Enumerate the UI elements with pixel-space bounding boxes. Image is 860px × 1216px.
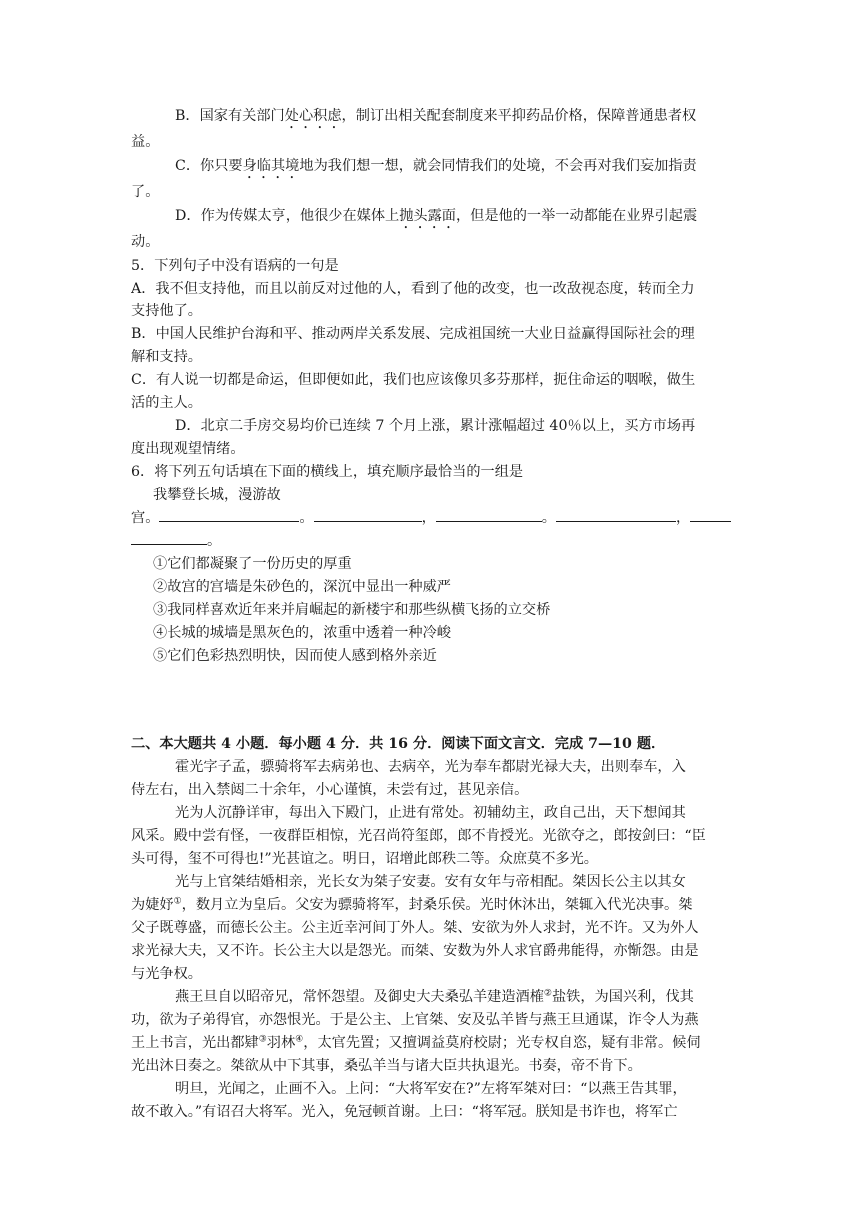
passage-p4-line4: 光出沐日奏之。桀欲从中下其事，桑弘羊当与诸大臣共执退光。书奏，帝不肯下。	[131, 1058, 642, 1074]
q5-option-d-line2: 度出现观望情绪。	[131, 441, 245, 457]
passage-p2-line2: 风采。殿中尝有怪，一夜群臣相惊，光召尚符玺郎，郎不肯授光。光欲夺之，郎按剑曰：“臣	[131, 828, 706, 844]
q4-option-b-line1: B．国家有关部门处心积虑，制订出相关配套制度来平抑药品价格，保障普通患者权	[175, 108, 697, 124]
q5-option-c-line1: C．有人说一切都是命运，但即便如此，我们也应该像贝多芬那样，扼住命运的咽喉，做生	[131, 372, 696, 388]
passage-p4-line3: 王上书言，光出都肄③羽林④，太官先置；又擅调益莫府校尉；光专权自恣，疑有非常。候伺	[131, 1034, 701, 1051]
q6-sentence-2: ②故宫的宫墙是朱砂色的，深沉中显出一种威严	[153, 579, 451, 595]
footnote-marker: ③	[258, 1034, 267, 1045]
q5-option-a-line1: A．我不但支持他，而且以前反对过他的人，看到了他的改变，也一改敌视态度，转而全力	[131, 281, 695, 297]
q6-blank-line: 宫。 。 ， 。 ，	[131, 506, 731, 530]
passage-p3-line2: 为婕妤①，数月立为皇后。父安为骠骑将军，封桑乐侯。光时休沐出，桀辄入代光决事。桀	[131, 896, 693, 913]
q4-option-c-marked-idiom: 身临其境	[242, 158, 300, 174]
fill-blank-5-end	[131, 530, 207, 545]
passage-p3-line1: 光与上官桀结婚相亲，光长女为桀子安妻。安有女年与帝相配。桀因长公主以其女	[175, 874, 686, 890]
q6-blank-line-end: 。	[131, 529, 731, 553]
q5-option-a-line2: 支持他了。	[131, 303, 202, 319]
q4-option-b-line2: 益。	[131, 134, 160, 150]
q4-option-d-marked-idiom: 抛头露面	[399, 208, 456, 224]
passage-p4-line2: 功，欲为子弟得官，亦怨恨光。于是公主、上官桀、安及弘羊皆与燕王旦通谋，诈令人为燕	[131, 1012, 699, 1028]
q5-stem: 5．下列句子中没有语病的一句是	[131, 258, 339, 274]
footnote-marker: ①	[173, 896, 182, 907]
footnote-marker: ②	[543, 988, 552, 999]
q4-option-d-line2: 动。	[131, 234, 160, 250]
fill-blank-4	[556, 507, 676, 522]
fill-blank-3	[436, 507, 542, 522]
footnote-marker: ④	[295, 1034, 304, 1045]
passage-p1-line2: 侍左右，出入禁闼二十余年，小心谨慎，未尝有过，甚见亲信。	[131, 782, 529, 798]
q4-option-c-line2: 了。	[131, 184, 160, 200]
fill-blank-5-start	[690, 507, 731, 522]
q5-option-b-line2: 解和支持。	[131, 349, 202, 365]
q6-sentence-5: ⑤它们色彩热烈明快，因而使人感到格外亲近	[153, 648, 437, 664]
passage-p1-line1: 霍光字子孟，骠骑将军去病弟也、去病卒，光为奉车都尉光禄大夫，出则奉车，入	[175, 759, 686, 775]
passage-p5-line2: 故不敢入。”有诏召大将军。光入，免冠顿首谢。上曰：“将军冠。朕知是书诈也，将军亡	[131, 1104, 678, 1120]
passage-p4-line1: 燕王旦自以昭帝兄，常怀怨望。及御史大夫桑弘羊建造酒榷②盐铁，为国兴利，伐其	[175, 988, 694, 1005]
q6-stem: 6．将下列五句话填在下面的横线上，填充顺序最恰当的一组是	[131, 464, 524, 480]
q5-option-d-line1: D．北京二手房交易均价已连续 7 个月上涨，累计涨幅超过 40％以上，买方市场再	[175, 418, 696, 434]
q6-lead-sentence: 我攀登长城，漫游故	[153, 487, 281, 503]
q4-option-d-line1: D．作为传媒太亨，他很少在媒体上抛头露面，但是他的一举一动都能在业界引起震	[175, 208, 698, 224]
passage-p3-line5: 与光争权。	[131, 966, 202, 982]
passage-p3-line3: 父子既尊盛，而德长公主。公主近幸河间丁外人。桀、安欲为外人求封，光不许。又为外人	[131, 920, 699, 936]
passage-p5-line1: 明旦，光闻之，止画不入。上问：“大将军安在?”左将军桀对曰：“以燕王告其罪，	[175, 1081, 687, 1097]
q5-option-b-line1: B．中国人民维护台海和平、推动两岸关系发展、完成祖国统一大业日益赢得国际社会的理	[131, 326, 695, 342]
q4-option-c-line1: C．你只要身临其境地为我们想一想，就会同情我们的处境，不会再对我们妄加指责	[175, 158, 697, 174]
q5-option-c-line2: 活的主人。	[131, 395, 202, 411]
q6-sentence-1: ①它们都凝聚了一份历史的厚重	[153, 556, 352, 572]
fill-blank-1	[159, 507, 299, 522]
passage-p2-line3: 头可得，玺不可得也!”光甚谊之。明日，诏增此郎秩二等。众庶莫不多光。	[131, 851, 598, 867]
passage-p2-line1: 光为人沉静详审，每出入下殿门，止进有常处。初辅幼主，政自己出，天下想闻其	[175, 805, 686, 821]
fill-blank-2	[314, 507, 422, 522]
q4-option-b-marked-idiom: 处心积虑	[284, 108, 342, 124]
q6-sentence-3: ③我同样喜欢近年来并肩崛起的新楼宇和那些纵横飞扬的立交桥	[153, 602, 551, 618]
passage-p3-line4: 求光禄大夫，又不许。长公主大以是怨光。而桀、安数为外人求官爵弗能得，亦惭怨。由是	[131, 943, 699, 959]
q6-sentence-4: ④长城的城墙是黑灰色的，浓重中透着一种冷峻	[153, 625, 451, 641]
section2-heading: 二、本大题共 4 小题．每小题 4 分．共 16 分．阅读下面文言文．完成 7—10 题．	[131, 736, 666, 752]
